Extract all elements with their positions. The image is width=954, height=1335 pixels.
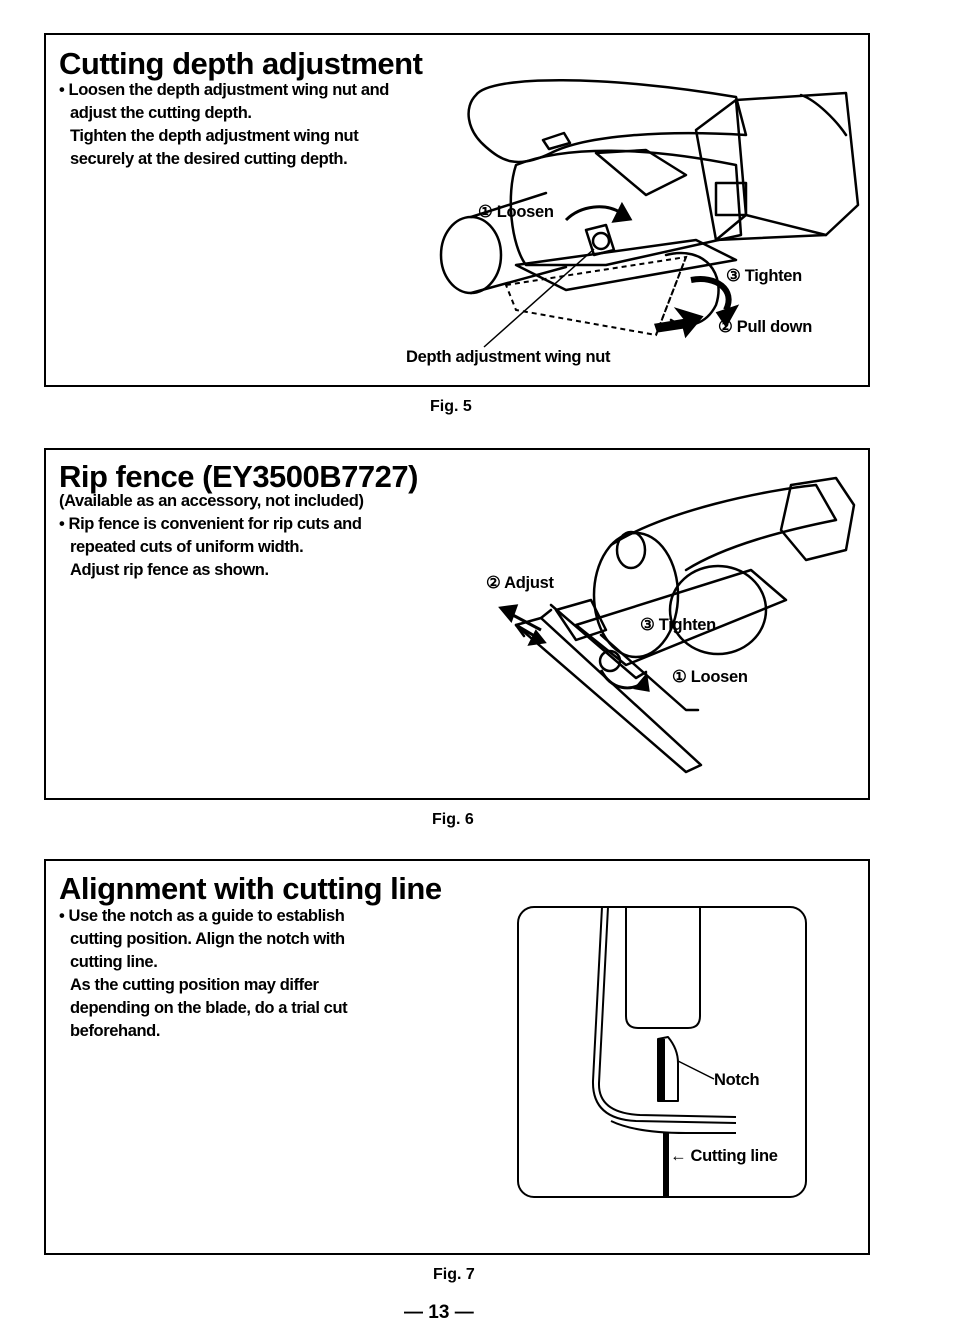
rip-fence-line-2: • Rip fence is convenient for rip cuts and — [59, 515, 362, 533]
cutting-depth-line-4: securely at the desired cutting depth. — [70, 150, 348, 168]
cutting-depth-line-3: Tighten the depth adjustment wing nut — [70, 127, 359, 145]
alignment-line-6: beforehand. — [70, 1022, 161, 1040]
notch-illustration — [46, 861, 872, 1257]
alignment-line-1: • Use the notch as a guide to establish — [59, 907, 345, 925]
fig-5-caption: Fig. 5 — [430, 398, 472, 415]
cutting-depth-title: Cutting depth adjustment — [59, 46, 423, 81]
rip-tighten-label: ③ Tighten — [640, 616, 716, 634]
wing-nut-label: Depth adjustment wing nut — [406, 348, 611, 366]
notch-label: Notch — [714, 1071, 760, 1089]
cutting-line-label: ← Cutting line — [670, 1147, 778, 1165]
fig-6-caption: Fig. 6 — [432, 811, 474, 828]
fig-7-caption: Fig. 7 — [433, 1266, 475, 1283]
cutting-depth-line-2: adjust the cutting depth. — [70, 104, 252, 122]
rip-loosen-label: ① Loosen — [672, 668, 748, 686]
alignment-line-5: depending on the blade, do a trial cut — [70, 999, 348, 1017]
rip-fence-title: Rip fence (EY3500B7727) — [59, 459, 418, 494]
cutting-depth-line-1: • Loosen the depth adjustment wing nut and — [59, 81, 389, 99]
alignment-title: Alignment with cutting line — [59, 871, 442, 906]
depth-adjustment-illustration — [46, 35, 872, 389]
alignment-line-4: As the cutting position may differ — [70, 976, 319, 994]
notch-mark — [658, 1039, 665, 1101]
tighten-label: ③ Tighten — [726, 267, 802, 285]
alignment-line-3: cutting line. — [70, 953, 158, 971]
adjust-label: ② Adjust — [486, 574, 554, 592]
loosen-label: ① Loosen — [478, 203, 554, 221]
rip-fence-line-4: Adjust rip fence as shown. — [70, 561, 269, 579]
alignment-line-2: cutting position. Align the notch with — [70, 930, 345, 948]
pull-down-label: ② Pull down — [718, 318, 812, 336]
rip-fence-line-3: repeated cuts of uniform width. — [70, 538, 304, 556]
page-number: — 13 — — [404, 1302, 474, 1323]
rip-fence-panel — [44, 448, 870, 800]
alignment-panel — [44, 859, 870, 1255]
rip-fence-line-1: (Available as an accessory, not included) — [59, 492, 364, 510]
cutting-depth-panel — [44, 33, 870, 387]
rip-fence-illustration — [46, 450, 872, 802]
